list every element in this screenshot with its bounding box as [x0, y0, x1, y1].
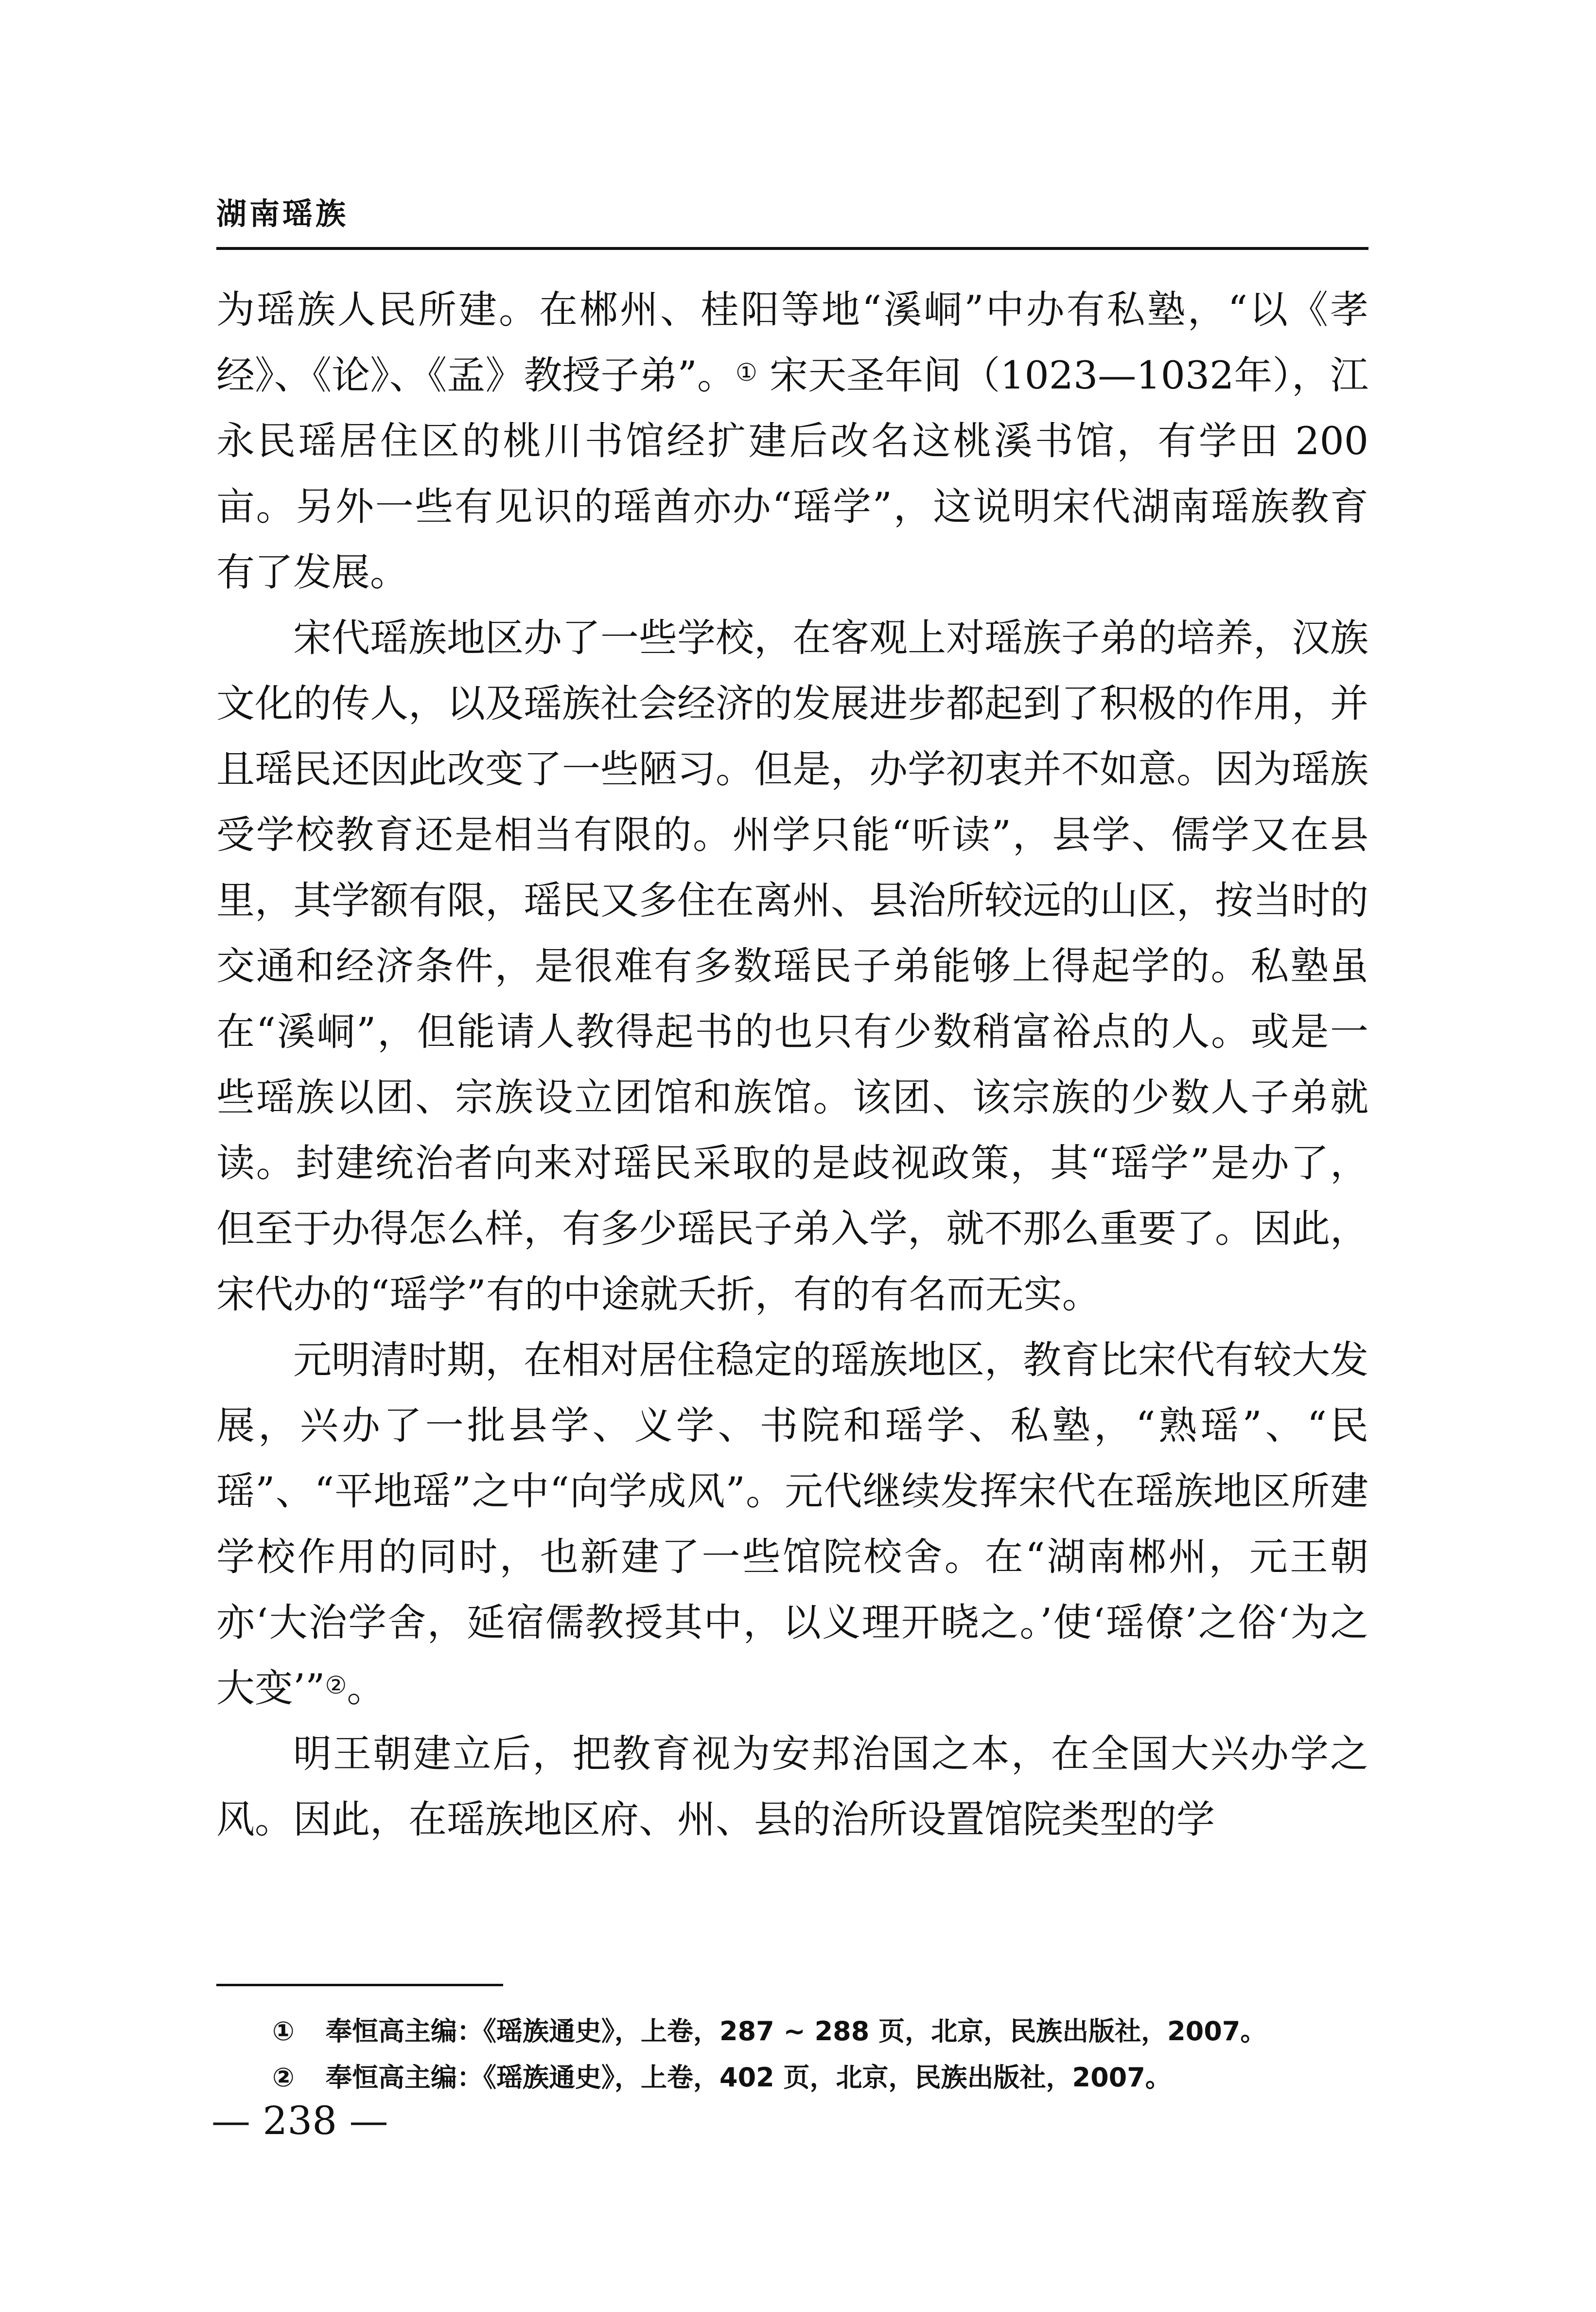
footnote-2 — [272, 2054, 1368, 2100]
header-rule — [216, 247, 1368, 250]
footnote-1 — [272, 2008, 1368, 2054]
paragraph-3-text: 元明清时期，在相对居住稳定的瑶族地区，教育比宋代有较大发展，兴办了一批县学、义学、书院和瑶学、私塾，“熟瑶”、“民瑶”、“平地瑶”之中“向学成风”。元代继续发挥宋代在瑶族地区所建学校作用的同时，也新建了一些馆院校舍。在“湖南郴州，元王朝亦‘大治学舍，延宿儒教授其中，以义理开晓之。’使‘瑶僚’之俗‘为之大变’” — [216, 1338, 1368, 1711]
footnote-rule — [216, 1984, 503, 1986]
footnote-2-text: 奉恒高主编：《瑶族通史》，上卷，402 页，北京，民族出版社，2007。 — [326, 2062, 1172, 2093]
footnote-1-mark: ① — [272, 2016, 295, 2047]
paragraph-2: 宋代瑶族地区办了一些学校，在客观上对瑶族子弟的培养，汉族文化的传人，以及瑶族社会经济的发展进步都起到了积极的作用，并且瑶民还因此改变了一些陋习。但是，办学初衷并不如意。因为瑶族受学校教育还是相当有限的。州学只能“听读”，县学、儒学又在县里，其学额有限，瑶民又多住在离州、县治所较远的山区，按当时的交通和经济条件，是很难有多数瑶民子弟能够上得起学的。私塾虽在“溪峒”，但能请人教得起书的也只有少数稍富裕点的人。或是一些瑶族以团、宗族设立团馆和族馆。该团、该宗族的少数人子弟就读。封建统治者向来对瑶民采取的是歧视政策，其“瑶学”是办了，但至于办得怎么样，有多少瑶民子弟入学，就不那么重要了。因此，宋代办的“瑶学”有的中途就夭折，有的有名而无实。 — [216, 616, 1368, 1317]
paragraph-1-text: 为瑶族人民所建。在郴州、桂阳等地“溪峒”中办有私塾，“以《孝经》、《论》、《孟》教授子弟”。 — [216, 287, 1368, 398]
paragraph-3-end: 。 — [347, 1666, 386, 1711]
footnote-ref-2[interactable]: ② — [325, 1671, 347, 1699]
footnote-2-mark: ② — [272, 2062, 295, 2093]
footnote-1-text: 奉恒高主编：《瑶族通史》，上卷，287 ~ 288 页，北京，民族出版社，2007。 — [326, 2016, 1267, 2047]
running-header: 湖南瑶族 — [216, 196, 349, 231]
paragraph-3 — [216, 1327, 1368, 1721]
paragraph-4: 明王朝建立后，把教育视为安邦治国之本，在全国大兴办学之风。因此，在瑶族地区府、州、县的治所设置馆院类型的学 — [216, 1731, 1368, 1842]
footnotes — [272, 2008, 1368, 2100]
page-number: — 238 — — [211, 2098, 388, 2143]
paragraph-1-rest: 宋天圣年间（1023—1032年），江永民瑶居住区的桃川书馆经扩建后改名这桃溪书馆，有学田 200 亩。另外一些有见识的瑶酋亦办“瑶学”，这说明宋代湖南瑶族教育有了发展。 — [216, 353, 1369, 595]
footnote-ref-1[interactable]: ① — [736, 358, 757, 387]
body-text — [216, 277, 1368, 1853]
paragraph-1 — [216, 277, 1368, 605]
